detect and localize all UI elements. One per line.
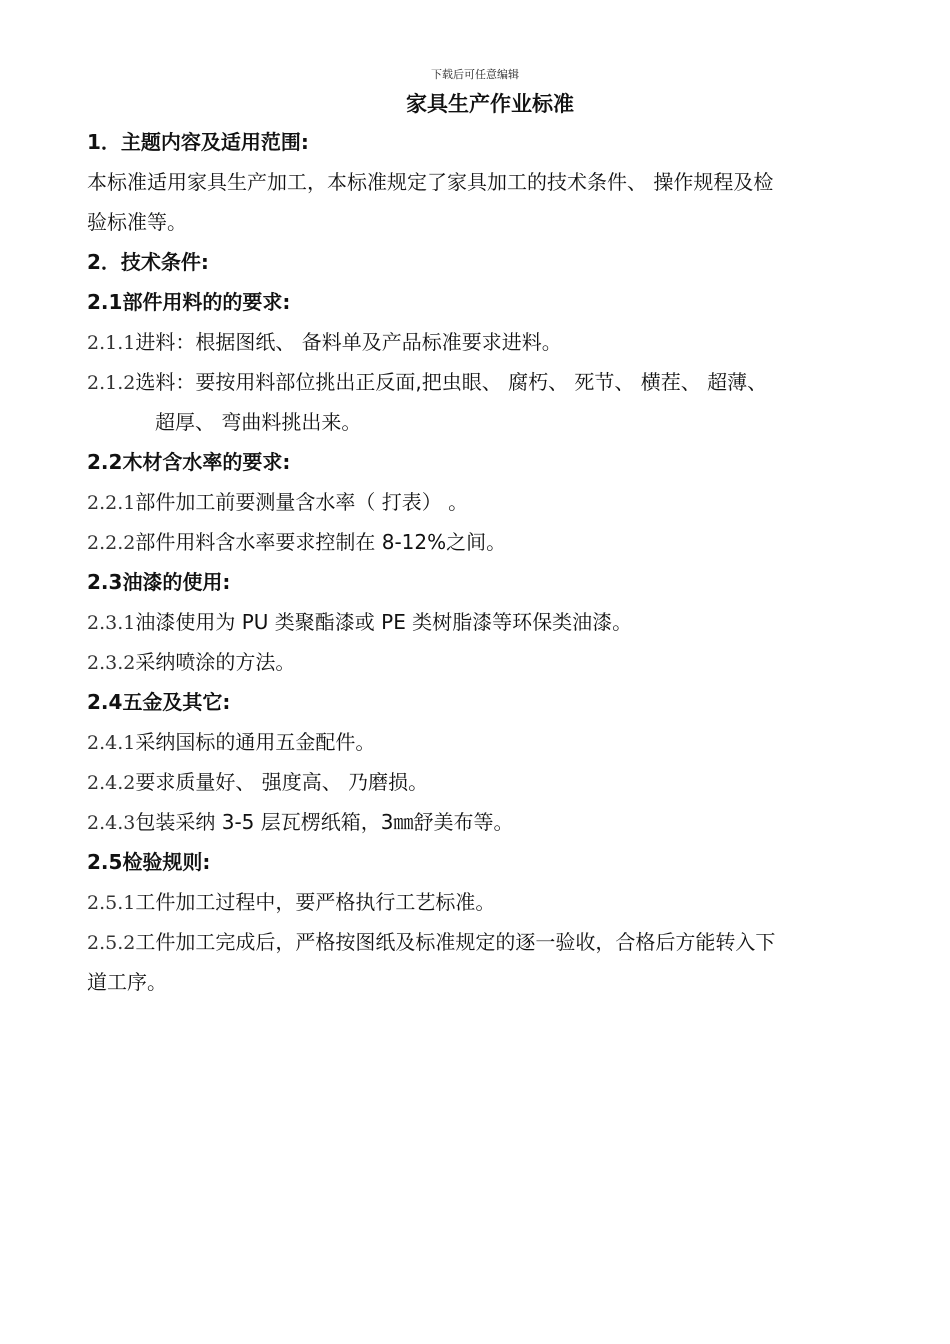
item-number: 2.1.2: [87, 372, 136, 394]
item-text: 要求质量好、 强度高、 乃磨损。: [135, 770, 429, 794]
list-item: [87, 762, 912, 802]
item-number: 2.5.1: [87, 892, 136, 914]
item-number: 2.2.2: [87, 532, 136, 554]
list-item-continuation: 超厚、 弯曲料挑出来。: [155, 410, 362, 434]
list-item: [87, 722, 912, 762]
item-text: 包装采纳 3-5 层瓦楞纸箱，3㎜舒美布等。: [135, 810, 514, 834]
section-title: 技术条件:: [120, 250, 209, 274]
subsection-title: 木材含水率的要求:: [122, 450, 291, 474]
item-text: 工件加工完成后，严格按图纸及标准规定的逐一验收，合格后方能转入下: [135, 930, 776, 954]
subsection-heading: [87, 682, 912, 722]
subsection-number: 2.3: [87, 570, 123, 594]
list-item: [87, 882, 912, 922]
subsection-number: 2.1: [87, 290, 123, 314]
list-item: [87, 522, 912, 562]
item-text: 工件加工过程中，要严格执行工艺标准。: [135, 890, 496, 914]
subsection-heading: [87, 842, 912, 882]
subsection-title: 检验规则:: [122, 850, 211, 874]
list-item: [87, 362, 912, 402]
subsection-title: 部件用料的的要求:: [122, 290, 291, 314]
subsection-heading: [87, 282, 912, 322]
item-number: 2.4.1: [87, 732, 136, 754]
section-number: 2．: [87, 250, 121, 274]
subsection-number: 2.5: [87, 850, 123, 874]
list-item: [87, 482, 912, 522]
subsection-number: 2.4: [87, 690, 123, 714]
item-text: 选料：要按用料部位挑出正反面,把虫眼、 腐朽、 死节、 横茬、 超薄、: [135, 370, 768, 394]
list-item: [87, 322, 912, 362]
item-number: 2.3.1: [87, 612, 136, 634]
item-text: 部件用料含水率要求控制在 8-12%之间。: [135, 530, 507, 554]
paragraph-line: 验标准等。: [87, 210, 187, 234]
item-number: 2.2.1: [87, 492, 136, 514]
subsection-title: 五金及其它:: [122, 690, 231, 714]
subsection-number: 2.2: [87, 450, 123, 474]
item-text: 部件加工前要测量含水率（ 打表） 。: [135, 490, 469, 514]
item-number: 2.1.1: [87, 332, 136, 354]
subsection-title: 油漆的使用:: [122, 570, 231, 594]
item-text: 采纳喷涂的方法。: [135, 650, 296, 674]
document-body: [87, 122, 912, 1002]
header-note: 下载后可任意编辑: [431, 68, 519, 81]
list-item: [87, 802, 912, 842]
subsection-heading: [87, 442, 912, 482]
subsection-heading: [87, 562, 912, 602]
list-item: [87, 602, 912, 642]
list-item-continuation: 道工序。: [87, 970, 167, 994]
section-number: 1．: [87, 130, 121, 154]
section-heading: [87, 242, 912, 282]
item-number: 2.4.3: [87, 812, 136, 834]
list-item: [87, 642, 912, 682]
section-title: 主题内容及适用范围:: [120, 130, 309, 154]
section-heading: [87, 122, 912, 162]
paragraph-line: 本标准适用家具生产加工，本标准规定了家具加工的技术条件、 操作规程及检: [87, 170, 774, 194]
item-number: 2.3.2: [87, 652, 136, 674]
item-text: 采纳国标的通用五金配件。: [135, 730, 376, 754]
item-number: 2.5.2: [87, 932, 136, 954]
list-item: [87, 922, 912, 962]
document-title: 家具生产作业标准: [406, 92, 574, 116]
item-text: 油漆使用为 PU 类聚酯漆或 PE 类树脂漆等环保类油漆。: [135, 610, 633, 634]
item-text: 进料：根据图纸、 备料单及产品标准要求进料。: [135, 330, 562, 354]
item-number: 2.4.2: [87, 772, 136, 794]
